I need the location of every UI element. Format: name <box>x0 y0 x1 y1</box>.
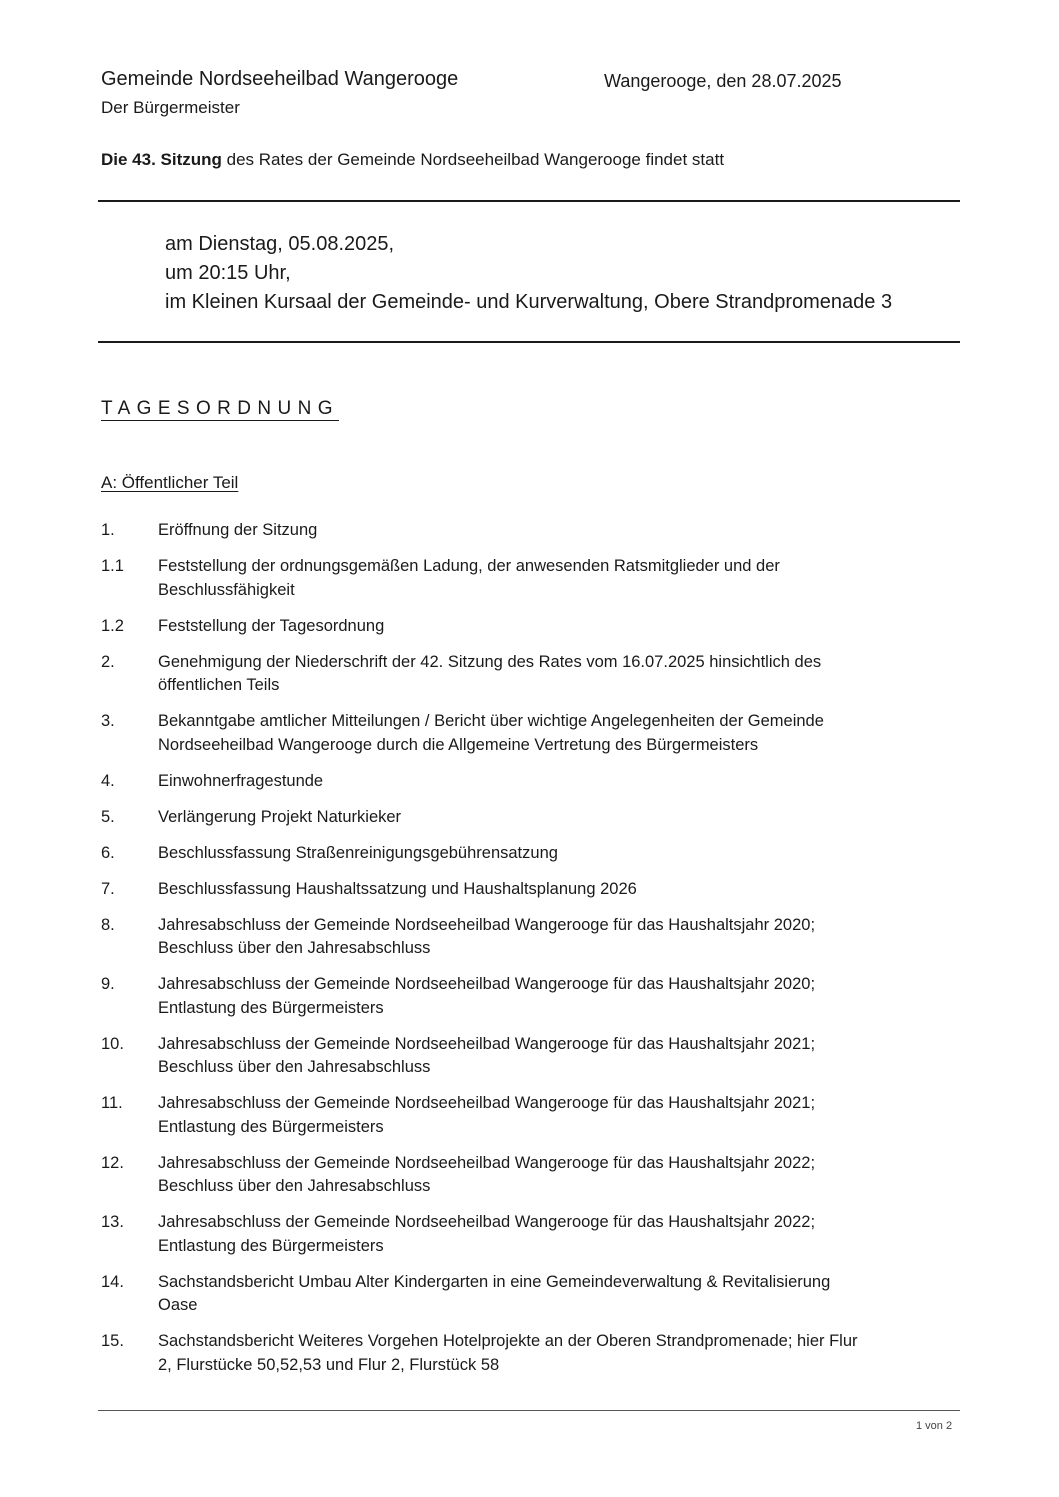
agenda-item-number: 4. <box>101 771 115 790</box>
agenda-item-number: 15. <box>101 1332 124 1350</box>
agenda-item <box>101 1211 961 1258</box>
agenda-item-text <box>158 1152 958 1199</box>
intro-bold: Die 43. Sitzung <box>101 150 222 169</box>
agenda-item-line: Sachstandsbericht Umbau Alter Kindergarten in eine Gemeindeverwaltung & Revitalisierung <box>158 1272 831 1291</box>
place-date: Wangerooge, den 28.07.2025 <box>604 71 842 91</box>
agenda-item-line: Verlängerung Projekt Naturkieker <box>158 807 402 826</box>
organization-name: Gemeinde Nordseeheilbad Wangerooge <box>101 68 459 90</box>
agenda-item <box>101 615 961 639</box>
agenda-item-number: 6. <box>101 843 115 862</box>
agenda-item-line: Jahresabschluss der Gemeinde Nordseeheilbad Wangerooge für das Haushaltsjahr 2020; <box>158 915 816 934</box>
agenda-item-line: Jahresabschluss der Gemeinde Nordseeheilbad Wangerooge für das Haushaltsjahr 2021; <box>158 1034 816 1053</box>
agenda-item-line: Entlastung des Bürgermeisters <box>158 1117 384 1136</box>
divider-top <box>98 200 960 202</box>
agenda-item <box>101 1092 961 1139</box>
agenda-item-line: Bekanntgabe amtlicher Mitteilungen / Bericht über wichtige Angelegenheiten der Gemeinde <box>158 712 824 730</box>
agenda-item-line: Jahresabschluss der Gemeinde Nordseeheilbad Wangerooge für das Haushaltsjahr 2022; <box>158 1213 816 1231</box>
agenda-item-line: Jahresabschluss der Gemeinde Nordseeheilbad Wangerooge für das Haushaltsjahr 2020; <box>158 975 816 993</box>
agenda-item-line: Beschluss über den Jahresabschluss <box>158 939 431 957</box>
agenda-item-number: 1.1 <box>101 557 124 575</box>
meeting-location: im Kleinen Kursaal der Gemeinde- und Kurverwaltung, Obere Strandpromenade 3 <box>165 291 893 313</box>
agenda-item-line: öffentlichen Teils <box>158 676 280 694</box>
agenda-item-text <box>158 1211 958 1258</box>
agenda-item-text <box>158 842 958 866</box>
page-number: 1 von 2 <box>916 1420 953 1432</box>
agenda-item <box>101 806 961 830</box>
agenda-item-line: Beschluss über den Jahresabschluss <box>158 1058 431 1076</box>
agenda-item-line: Einwohnerfragestunde <box>158 771 324 790</box>
meeting-details <box>165 230 892 317</box>
agenda-item-line: 2, Flurstücke 50,52,53 und Flur 2, Flurstück 58 <box>158 1355 500 1374</box>
agenda-item-text <box>158 519 958 543</box>
agenda-item <box>101 973 961 1020</box>
agenda-item-line: Nordseeheilbad Wangerooge durch die Allgemeine Vertretung des Bürgermeisters <box>158 735 759 754</box>
agenda-item-line: Oase <box>158 1296 198 1314</box>
agenda-item-text <box>158 878 958 902</box>
agenda-item-line: Beschluss über den Jahresabschluss <box>158 1177 431 1195</box>
agenda-item <box>101 770 961 794</box>
agenda-item <box>101 1330 961 1377</box>
agenda-item-line: Beschlussfassung Straßenreinigungsgebührensatzung <box>158 843 558 862</box>
agenda-item-number: 13. <box>101 1213 124 1231</box>
agenda-item-number: 12. <box>101 1153 124 1172</box>
agenda-item-line: Jahresabschluss der Gemeinde Nordseeheilbad Wangerooge für das Haushaltsjahr 2022; <box>158 1153 816 1172</box>
agenda-item-number: 3. <box>101 712 115 730</box>
agenda-item-text <box>158 973 958 1020</box>
agenda-item-number: 10. <box>101 1034 124 1053</box>
agenda-item-number: 1. <box>101 521 115 539</box>
agenda-item-text <box>158 651 958 698</box>
agenda-item-text <box>158 806 958 830</box>
agenda-item-text <box>158 555 958 602</box>
agenda-item-number: 8. <box>101 915 115 934</box>
agenda-item <box>101 1033 961 1080</box>
agenda-title: TAGESORDNUNG <box>101 398 339 419</box>
agenda-item-text <box>158 770 958 794</box>
agenda-item-line: Feststellung der ordnungsgemäßen Ladung, der anwesenden Ratsmitglieder und der <box>158 557 780 575</box>
agenda-item <box>101 519 961 543</box>
agenda-item <box>101 710 961 757</box>
agenda-item <box>101 555 961 602</box>
agenda-list <box>101 519 961 1390</box>
agenda-item-line: Sachstandsbericht Weiteres Vorgehen Hotelprojekte an der Oberen Strandpromenade; hier Flur <box>158 1332 858 1350</box>
section-title: A: Öffentlicher Teil <box>101 473 239 492</box>
agenda-item-text <box>158 1092 958 1139</box>
agenda-item-line: Entlastung des Bürgermeisters <box>158 998 384 1017</box>
agenda-item-line: Genehmigung der Niederschrift der 42. Sitzung des Rates vom 16.07.2025 hinsichtlich des <box>158 652 822 671</box>
agenda-item-text <box>158 914 958 961</box>
agenda-item-text <box>158 1033 958 1080</box>
agenda-item-text <box>158 1271 958 1318</box>
agenda-item-number: 14. <box>101 1272 124 1291</box>
footer-divider <box>98 1410 960 1411</box>
agenda-item <box>101 878 961 902</box>
agenda-item-text <box>158 1330 958 1377</box>
agenda-item-number: 5. <box>101 807 115 826</box>
agenda-item-line: Beschlussfähigkeit <box>158 580 295 599</box>
agenda-item-number: 11. <box>101 1094 123 1112</box>
agenda-item-line: Beschlussfassung Haushaltssatzung und Haushaltsplanung 2026 <box>158 879 637 898</box>
intro-line <box>101 150 724 170</box>
agenda-item-number: 1.2 <box>101 616 124 635</box>
agenda-item-number: 7. <box>101 879 115 898</box>
meeting-time: um 20:15 Uhr, <box>165 262 291 284</box>
agenda-item <box>101 914 961 961</box>
agenda-item-line: Eröffnung der Sitzung <box>158 521 318 539</box>
agenda-item <box>101 1152 961 1199</box>
intro-rest: des Rates der Gemeinde Nordseeheilbad Wangerooge findet statt <box>221 150 725 169</box>
agenda-item-line: Jahresabschluss der Gemeinde Nordseeheilbad Wangerooge für das Haushaltsjahr 2021; <box>158 1094 816 1112</box>
agenda-item-line: Feststellung der Tagesordnung <box>158 616 385 635</box>
agenda-item <box>101 1271 961 1318</box>
agenda-item <box>101 842 961 866</box>
agenda-item-number: 9. <box>101 975 115 993</box>
agenda-item-text <box>158 615 958 639</box>
agenda-item-line: Entlastung des Bürgermeisters <box>158 1236 384 1255</box>
agenda-item <box>101 651 961 698</box>
official-title: Der Bürgermeister <box>101 98 240 117</box>
divider-bottom <box>98 341 960 343</box>
agenda-item-number: 2. <box>101 652 115 671</box>
meeting-day: am Dienstag, 05.08.2025, <box>165 233 395 255</box>
agenda-item-text <box>158 710 958 757</box>
